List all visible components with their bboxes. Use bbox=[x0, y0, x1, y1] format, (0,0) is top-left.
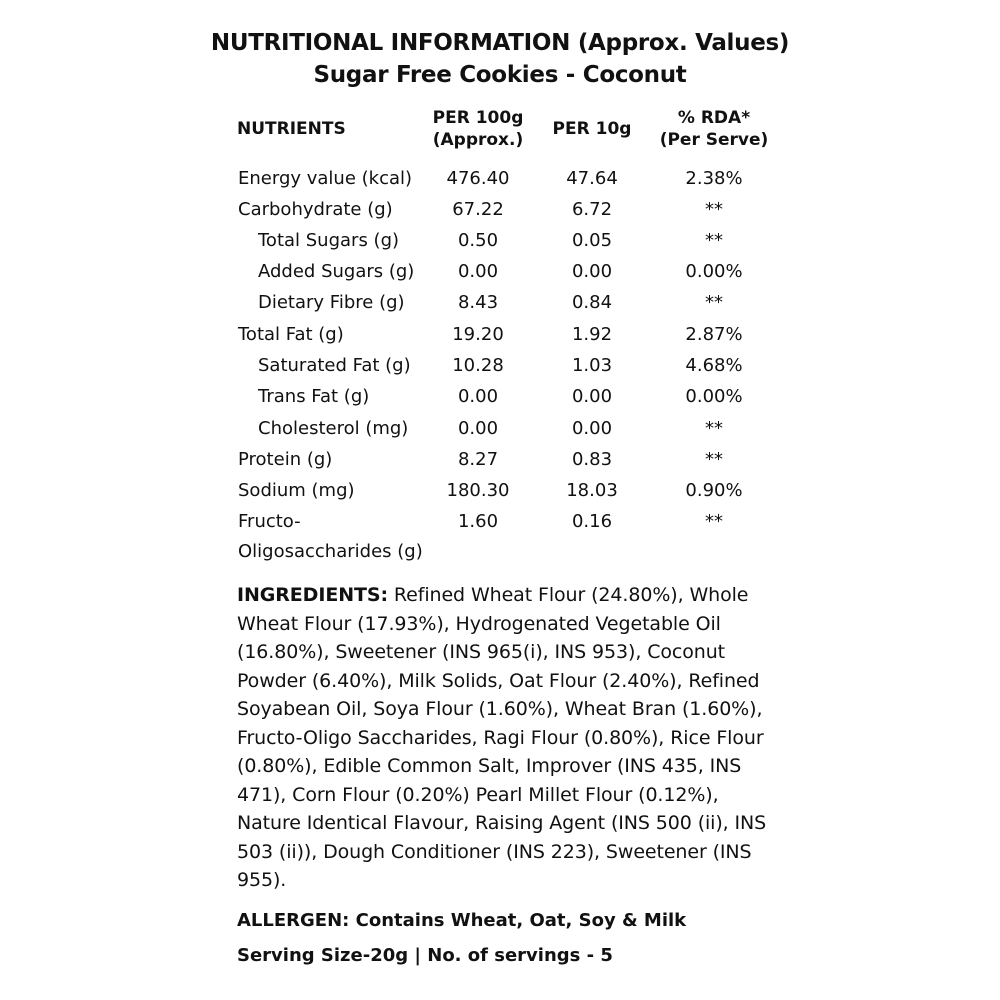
ingredients-section bbox=[237, 581, 767, 895]
nutrient-name: Saturated Fat (g) bbox=[258, 355, 411, 376]
value-rda: 0.00% bbox=[685, 261, 743, 282]
nutrient-name: Energy value (kcal) bbox=[238, 168, 413, 189]
ingredients-text: Refined Wheat Flour (24.80%), Whole Wheat Flour (17.93%), Hydrogenated Vegetable Oil (16.80%), Sweetener (INS 965(i), INS 953), Coconut Powder (6.40%), Milk Solids, Oat Flour (2.40%), Refined Soyabean Oil, Soya Flour (1.60%), Wheat Bran (1.60%), Fructo-Oligo Saccharides, Ragi Flour (0.80%), Rice Flour (0.80%), Edible Common Salt, Improver (INS 435, INS 471), Corn Flour (0.20%) Pearl Millet Flour (0.12%), Nature Identical Flavour, Raising Agent (INS 500 (ii), INS 503 (ii)), Dough Conditioner (INS 223), Sweetener (INS 955). bbox=[237, 584, 767, 891]
table-row bbox=[0, 414, 1000, 444]
value-per-10g: 0.00 bbox=[571, 386, 613, 407]
value-per-100g: 1.60 bbox=[457, 511, 499, 532]
value-per-10g: 6.72 bbox=[571, 199, 613, 220]
value-per-10g: 1.92 bbox=[571, 324, 613, 345]
value-per-100g: 0.00 bbox=[457, 261, 499, 282]
value-per-10g: 0.16 bbox=[571, 511, 613, 532]
table-row bbox=[0, 164, 1000, 194]
value-per-10g: 0.05 bbox=[571, 230, 613, 251]
nutrient-name-continued: Oligosaccharides (g) bbox=[238, 541, 423, 562]
value-per-100g: 476.40 bbox=[446, 168, 510, 189]
value-rda: 2.87% bbox=[685, 324, 743, 345]
value-per-100g: 67.22 bbox=[452, 199, 504, 220]
allergen-info: ALLERGEN: Contains Wheat, Oat, Soy & Milk bbox=[237, 910, 687, 931]
value-per-10g: 0.83 bbox=[571, 449, 613, 470]
value-per-10g: 47.64 bbox=[566, 168, 618, 189]
header-per-100g-line1: PER 100g bbox=[432, 108, 524, 128]
value-per-100g: 180.30 bbox=[446, 480, 510, 501]
value-per-100g: 8.27 bbox=[457, 449, 499, 470]
value-per-100g: 10.28 bbox=[452, 355, 504, 376]
table-row bbox=[0, 351, 1000, 381]
value-rda: ** bbox=[705, 418, 723, 439]
value-rda: ** bbox=[705, 449, 723, 470]
table-row bbox=[0, 445, 1000, 475]
nutrient-name: Carbohydrate (g) bbox=[238, 199, 393, 220]
header-rda-line1: % RDA* bbox=[677, 108, 751, 128]
nutrient-name: Trans Fat (g) bbox=[258, 386, 370, 407]
value-rda: ** bbox=[705, 511, 723, 532]
value-rda: ** bbox=[705, 292, 723, 313]
value-rda: ** bbox=[705, 230, 723, 251]
value-per-100g: 0.00 bbox=[457, 418, 499, 439]
value-per-100g: 19.20 bbox=[452, 324, 504, 345]
product-subtitle: Sugar Free Cookies - Coconut bbox=[313, 62, 687, 88]
table-row bbox=[0, 476, 1000, 506]
nutrient-name: Fructo- bbox=[238, 511, 301, 532]
nutrient-name: Total Fat (g) bbox=[238, 324, 344, 345]
value-rda: 0.90% bbox=[685, 480, 743, 501]
value-per-100g: 8.43 bbox=[457, 292, 499, 313]
nutrient-name: Protein (g) bbox=[238, 449, 333, 470]
header-rda-line2: (Per Serve) bbox=[659, 130, 769, 150]
table-row bbox=[0, 320, 1000, 350]
header-nutrients: NUTRIENTS bbox=[237, 119, 346, 139]
table-row bbox=[0, 288, 1000, 318]
value-rda: ** bbox=[705, 199, 723, 220]
table-row bbox=[0, 195, 1000, 225]
nutrient-name: Dietary Fibre (g) bbox=[258, 292, 405, 313]
value-rda: 4.68% bbox=[685, 355, 743, 376]
header-rda bbox=[652, 107, 776, 151]
header-per-10g: PER 10g bbox=[552, 119, 632, 139]
value-per-10g: 0.84 bbox=[571, 292, 613, 313]
value-per-10g: 1.03 bbox=[571, 355, 613, 376]
nutrient-name: Sodium (mg) bbox=[238, 480, 355, 501]
value-rda: 2.38% bbox=[685, 168, 743, 189]
value-per-10g: 18.03 bbox=[566, 480, 618, 501]
value-per-100g: 0.00 bbox=[457, 386, 499, 407]
page-title: NUTRITIONAL INFORMATION (Approx. Values) bbox=[210, 30, 790, 56]
ingredients-label: INGREDIENTS: bbox=[237, 584, 388, 606]
table-row bbox=[0, 226, 1000, 256]
value-per-10g: 0.00 bbox=[571, 261, 613, 282]
table-row bbox=[0, 257, 1000, 287]
value-rda: 0.00% bbox=[685, 386, 743, 407]
nutrient-name: Total Sugars (g) bbox=[258, 230, 400, 251]
value-per-100g: 0.50 bbox=[457, 230, 499, 251]
table-row bbox=[0, 507, 1000, 537]
header-per-100g bbox=[418, 107, 538, 151]
serving-info: Serving Size-20g | No. of servings - 5 bbox=[237, 945, 613, 966]
value-per-10g: 0.00 bbox=[571, 418, 613, 439]
nutrient-name: Added Sugars (g) bbox=[258, 261, 415, 282]
nutrient-name: Cholesterol (mg) bbox=[258, 418, 409, 439]
table-row bbox=[0, 382, 1000, 412]
header-per-100g-line2: (Approx.) bbox=[432, 130, 524, 150]
